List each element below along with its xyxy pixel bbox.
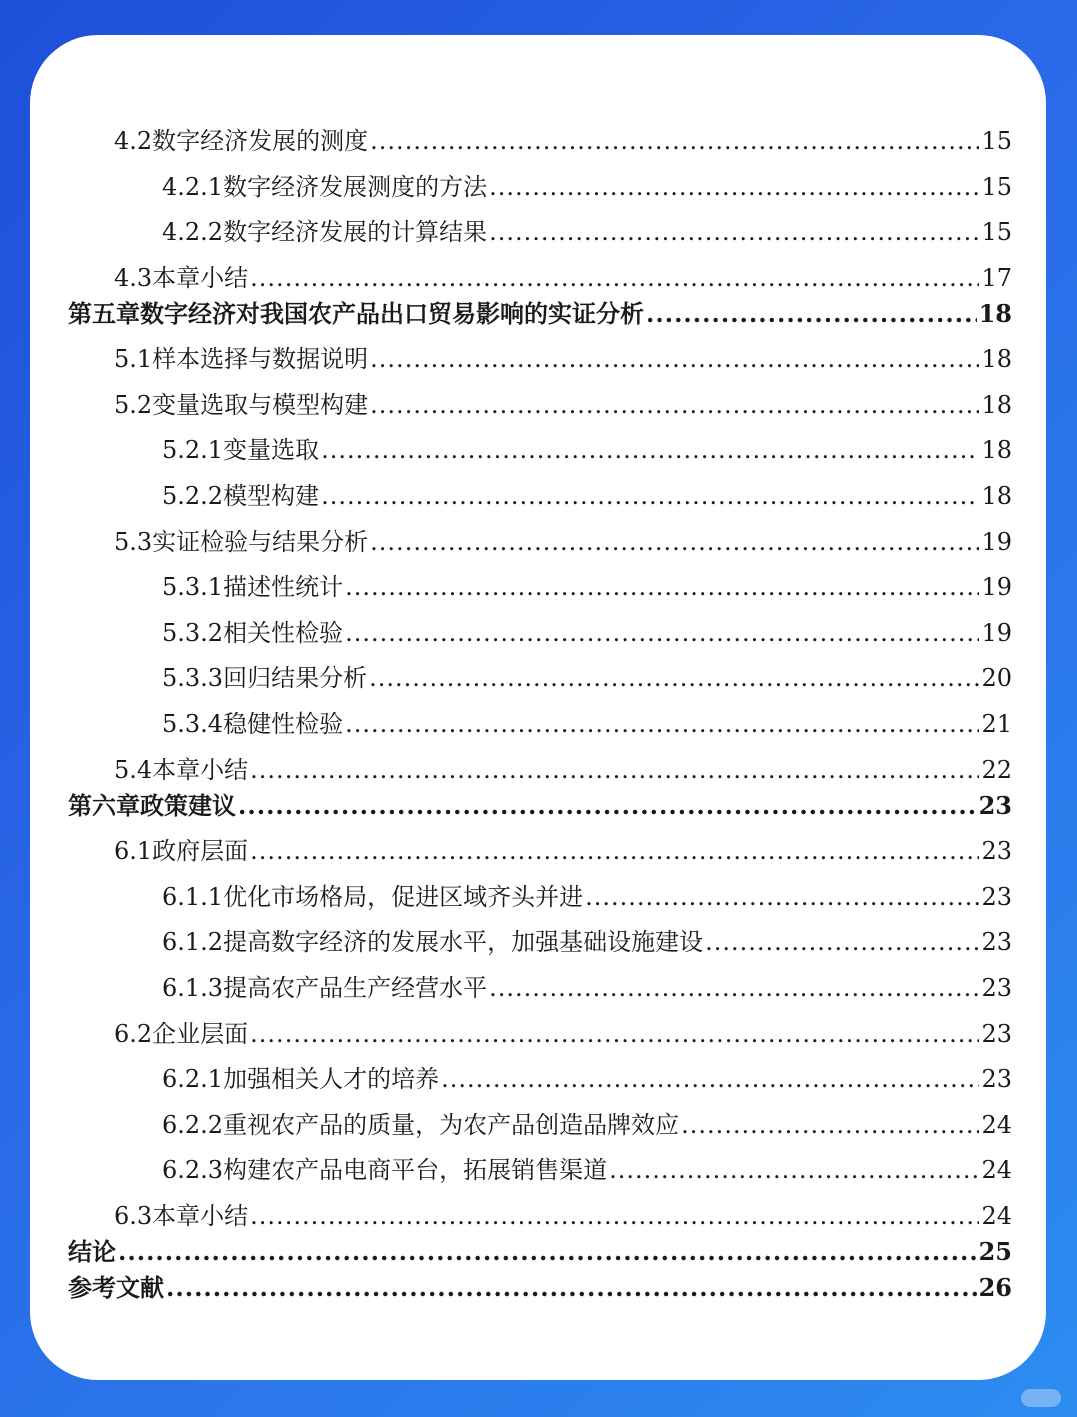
toc-entry-title: 6.2.1加强相关人才的培养 <box>162 1065 440 1093</box>
toc-entry-page: 15 <box>981 127 1012 155</box>
toc-leader-dots <box>345 573 979 601</box>
toc-entry-page: 21 <box>981 710 1012 738</box>
toc-entry-title: 第五章数字经济对我国农产品出口贸易影响的实证分析 <box>68 299 644 328</box>
toc-entry-page: 18 <box>981 482 1012 510</box>
toc-entry-title: 4.2.2数字经济发展的计算结果 <box>162 218 488 246</box>
toc-leader-dots <box>238 791 977 820</box>
toc-entry-title: 4.2数字经济发展的测度 <box>114 127 369 155</box>
toc-entry-title: 5.4本章小结 <box>114 756 249 784</box>
toc-entry[interactable] <box>114 385 1012 420</box>
toc-entry-title: 5.2变量选取与模型构建 <box>114 391 369 419</box>
toc-entry-page: 22 <box>981 756 1012 784</box>
toc-entry[interactable] <box>162 922 1012 957</box>
toc-leader-dots <box>681 1111 979 1139</box>
toc-entry-page: 19 <box>981 573 1012 601</box>
toc-entry-title: 6.1.1优化市场格局，促进区域齐头并进 <box>162 883 584 911</box>
toc-entry-title: 6.1政府层面 <box>114 837 249 865</box>
toc-entry-title: 5.2.1变量选取 <box>162 436 320 464</box>
toc-entry-title: 第六章政策建议 <box>68 791 236 820</box>
toc-entry-page: 19 <box>981 528 1012 556</box>
toc-entry[interactable] <box>114 1014 1012 1049</box>
toc-leader-dots <box>441 1065 979 1093</box>
toc-leader-dots <box>345 710 979 738</box>
toc-leader-dots <box>585 883 979 911</box>
toc-leader-dots <box>250 1202 979 1230</box>
toc-entry[interactable] <box>162 658 1012 693</box>
toc-entry[interactable] <box>68 1268 1012 1303</box>
toc-leader-dots <box>370 345 979 373</box>
toc-entry-title: 6.1.3提高农产品生产经营水平 <box>162 974 488 1002</box>
toc-entry[interactable] <box>162 613 1012 648</box>
toc-leader-dots <box>370 127 979 155</box>
toc-leader-dots <box>646 299 977 328</box>
toc-entry[interactable] <box>162 704 1012 739</box>
toc-leader-dots <box>369 664 979 692</box>
toc-entry-page: 19 <box>981 619 1012 647</box>
toc-entry-title: 6.1.2提高数字经济的发展水平，加强基础设施建设 <box>162 928 704 956</box>
toc-entry-title: 6.2企业层面 <box>114 1020 249 1048</box>
toc-entry-title: 参考文献 <box>68 1273 164 1302</box>
toc-entry-title: 5.1样本选择与数据说明 <box>114 345 369 373</box>
toc-leader-dots <box>118 1237 977 1266</box>
toc-entry-page: 25 <box>978 1237 1012 1266</box>
toc-entry-title: 5.3.2相关性检验 <box>162 619 344 647</box>
toc-leader-dots <box>370 391 979 419</box>
toc-entry[interactable] <box>114 831 1012 866</box>
toc-entry-page: 18 <box>981 391 1012 419</box>
toc-leader-dots <box>609 1156 979 1184</box>
toc-entry[interactable] <box>162 167 1012 202</box>
toc-entry[interactable] <box>68 1232 1012 1267</box>
toc-entry[interactable] <box>162 567 1012 602</box>
toc-entry-title: 6.2.3构建农产品电商平台，拓展销售渠道 <box>162 1156 608 1184</box>
toc-leader-dots <box>250 264 979 292</box>
toc-entry[interactable] <box>162 1059 1012 1094</box>
toc-entry-title: 5.2.2模型构建 <box>162 482 320 510</box>
toc-entry[interactable] <box>68 786 1012 821</box>
toc-entry-page: 15 <box>981 173 1012 201</box>
document-card <box>30 35 1046 1380</box>
toc-entry-page: 15 <box>981 218 1012 246</box>
toc-entry[interactable] <box>162 968 1012 1003</box>
toc-entry[interactable] <box>68 294 1012 329</box>
toc-leader-dots <box>489 173 979 201</box>
toc-leader-dots <box>370 528 979 556</box>
toc-entry[interactable] <box>114 339 1012 374</box>
toc-entry-title: 4.2.1数字经济发展测度的方法 <box>162 173 488 201</box>
toc-entry-page: 24 <box>981 1111 1012 1139</box>
toc-entry-page: 17 <box>981 264 1012 292</box>
toc-entry-title: 5.3.4稳健性检验 <box>162 710 344 738</box>
toc-leader-dots <box>250 837 979 865</box>
toc-entry-title: 5.3.3回归结果分析 <box>162 664 368 692</box>
toc-entry-page: 18 <box>981 436 1012 464</box>
toc-leader-dots <box>250 756 979 784</box>
toc-entry-page: 23 <box>981 1020 1012 1048</box>
toc-entry[interactable] <box>162 476 1012 511</box>
toc-entry-page: 23 <box>981 974 1012 1002</box>
toc-entry[interactable] <box>162 430 1012 465</box>
watermark-logo <box>1021 1389 1061 1407</box>
toc-entry-page: 24 <box>981 1202 1012 1230</box>
toc-entry[interactable] <box>162 877 1012 912</box>
toc-entry[interactable] <box>114 258 1012 293</box>
toc-entry-title: 5.3.1描述性统计 <box>162 573 344 601</box>
toc-entry-page: 24 <box>981 1156 1012 1184</box>
toc-leader-dots <box>345 619 979 647</box>
toc-leader-dots <box>250 1020 979 1048</box>
toc-entry-page: 23 <box>981 928 1012 956</box>
toc-entry-page: 20 <box>981 664 1012 692</box>
toc-entry-title: 5.3实证检验与结果分析 <box>114 528 369 556</box>
toc-entry-title: 4.3本章小结 <box>114 264 249 292</box>
toc-entry[interactable] <box>114 750 1012 785</box>
toc-entry-title: 结论 <box>68 1237 116 1266</box>
toc-entry-page: 18 <box>981 345 1012 373</box>
toc-entry[interactable] <box>162 1150 1012 1185</box>
toc-entry[interactable] <box>114 1196 1012 1231</box>
toc-leader-dots <box>166 1273 977 1302</box>
toc-leader-dots <box>321 482 979 510</box>
toc-entry[interactable] <box>162 1105 1012 1140</box>
toc-leader-dots <box>321 436 979 464</box>
toc-entry-page: 23 <box>981 1065 1012 1093</box>
toc-entry[interactable] <box>114 522 1012 557</box>
toc-entry-page: 18 <box>978 299 1012 328</box>
toc-entry-page: 23 <box>981 883 1012 911</box>
toc-entry[interactable] <box>114 121 1012 156</box>
toc-entry-title: 6.2.2重视农产品的质量，为农产品创造品牌效应 <box>162 1111 680 1139</box>
toc-leader-dots <box>705 928 979 956</box>
toc-entry-page: 26 <box>978 1273 1012 1302</box>
toc-entry-page: 23 <box>978 791 1012 820</box>
toc-entry-page: 23 <box>981 837 1012 865</box>
toc-entry[interactable] <box>162 212 1012 247</box>
toc-leader-dots <box>489 218 979 246</box>
toc-entry-title: 6.3本章小结 <box>114 1202 249 1230</box>
toc-leader-dots <box>489 974 979 1002</box>
